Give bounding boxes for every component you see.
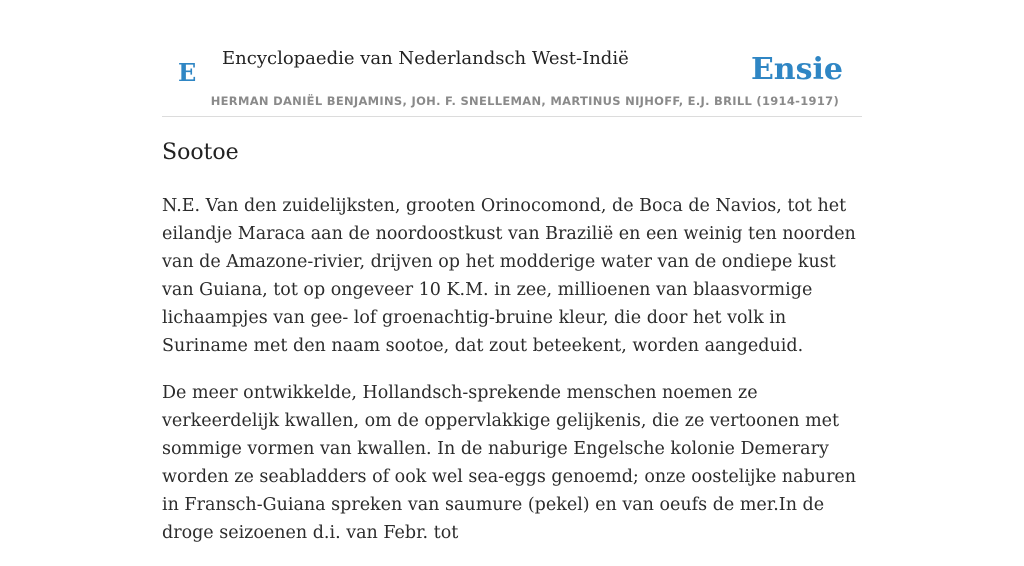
article-paragraph: N.E. Van den zuidelijksten, grooten Orinocomond, de Boca de Navios, tot het eilandje Maraca aan de noordoostkust van Brazilië en een weinig ten noorden van de Amazone-rivier, drijven op het modderige water van de ondiepe kust van Guiana, tot op ongeveer 10 K.M. in zee, millioenen van blaasvormige lichaampjes van gee- lof groenachtig-bruine kleur, die door het volk in Suriname met den naam sootoe, dat zout beteekent, worden aangeduid. [162, 196, 856, 356]
logo-letter[interactable]: E [178, 58, 197, 87]
authors-line: HERMAN DANIËL BENJAMINS, JOH. F. SNELLEMAN, MARTINUS NIJHOFF, E.J. BRILL (1914-1917) [210, 94, 839, 108]
book-title[interactable]: Encyclopaedie van Nederlandsch West-Indië [222, 48, 629, 69]
article-body [162, 192, 868, 566]
site-header [162, 36, 862, 117]
article-paragraph: De meer ontwikkelde, Hollandsch-sprekende menschen noemen ze verkeerdelijk kwallen, om de oppervlakkige gelijkenis, die ze vertoonen met sommige vormen van kwallen. In de naburige Engelsche kolonie Demerary worden ze seabladders of ook wel sea-eggs genoemd; onze oostelijke naburen in Fransch-Guiana spreken van saumure (pekel) en van oeufs de mer.In de droge seizoenen d.i. van Febr. tot [162, 383, 857, 543]
site-logo[interactable]: Ensie [750, 52, 843, 87]
article-title: Sootoe [162, 140, 239, 165]
